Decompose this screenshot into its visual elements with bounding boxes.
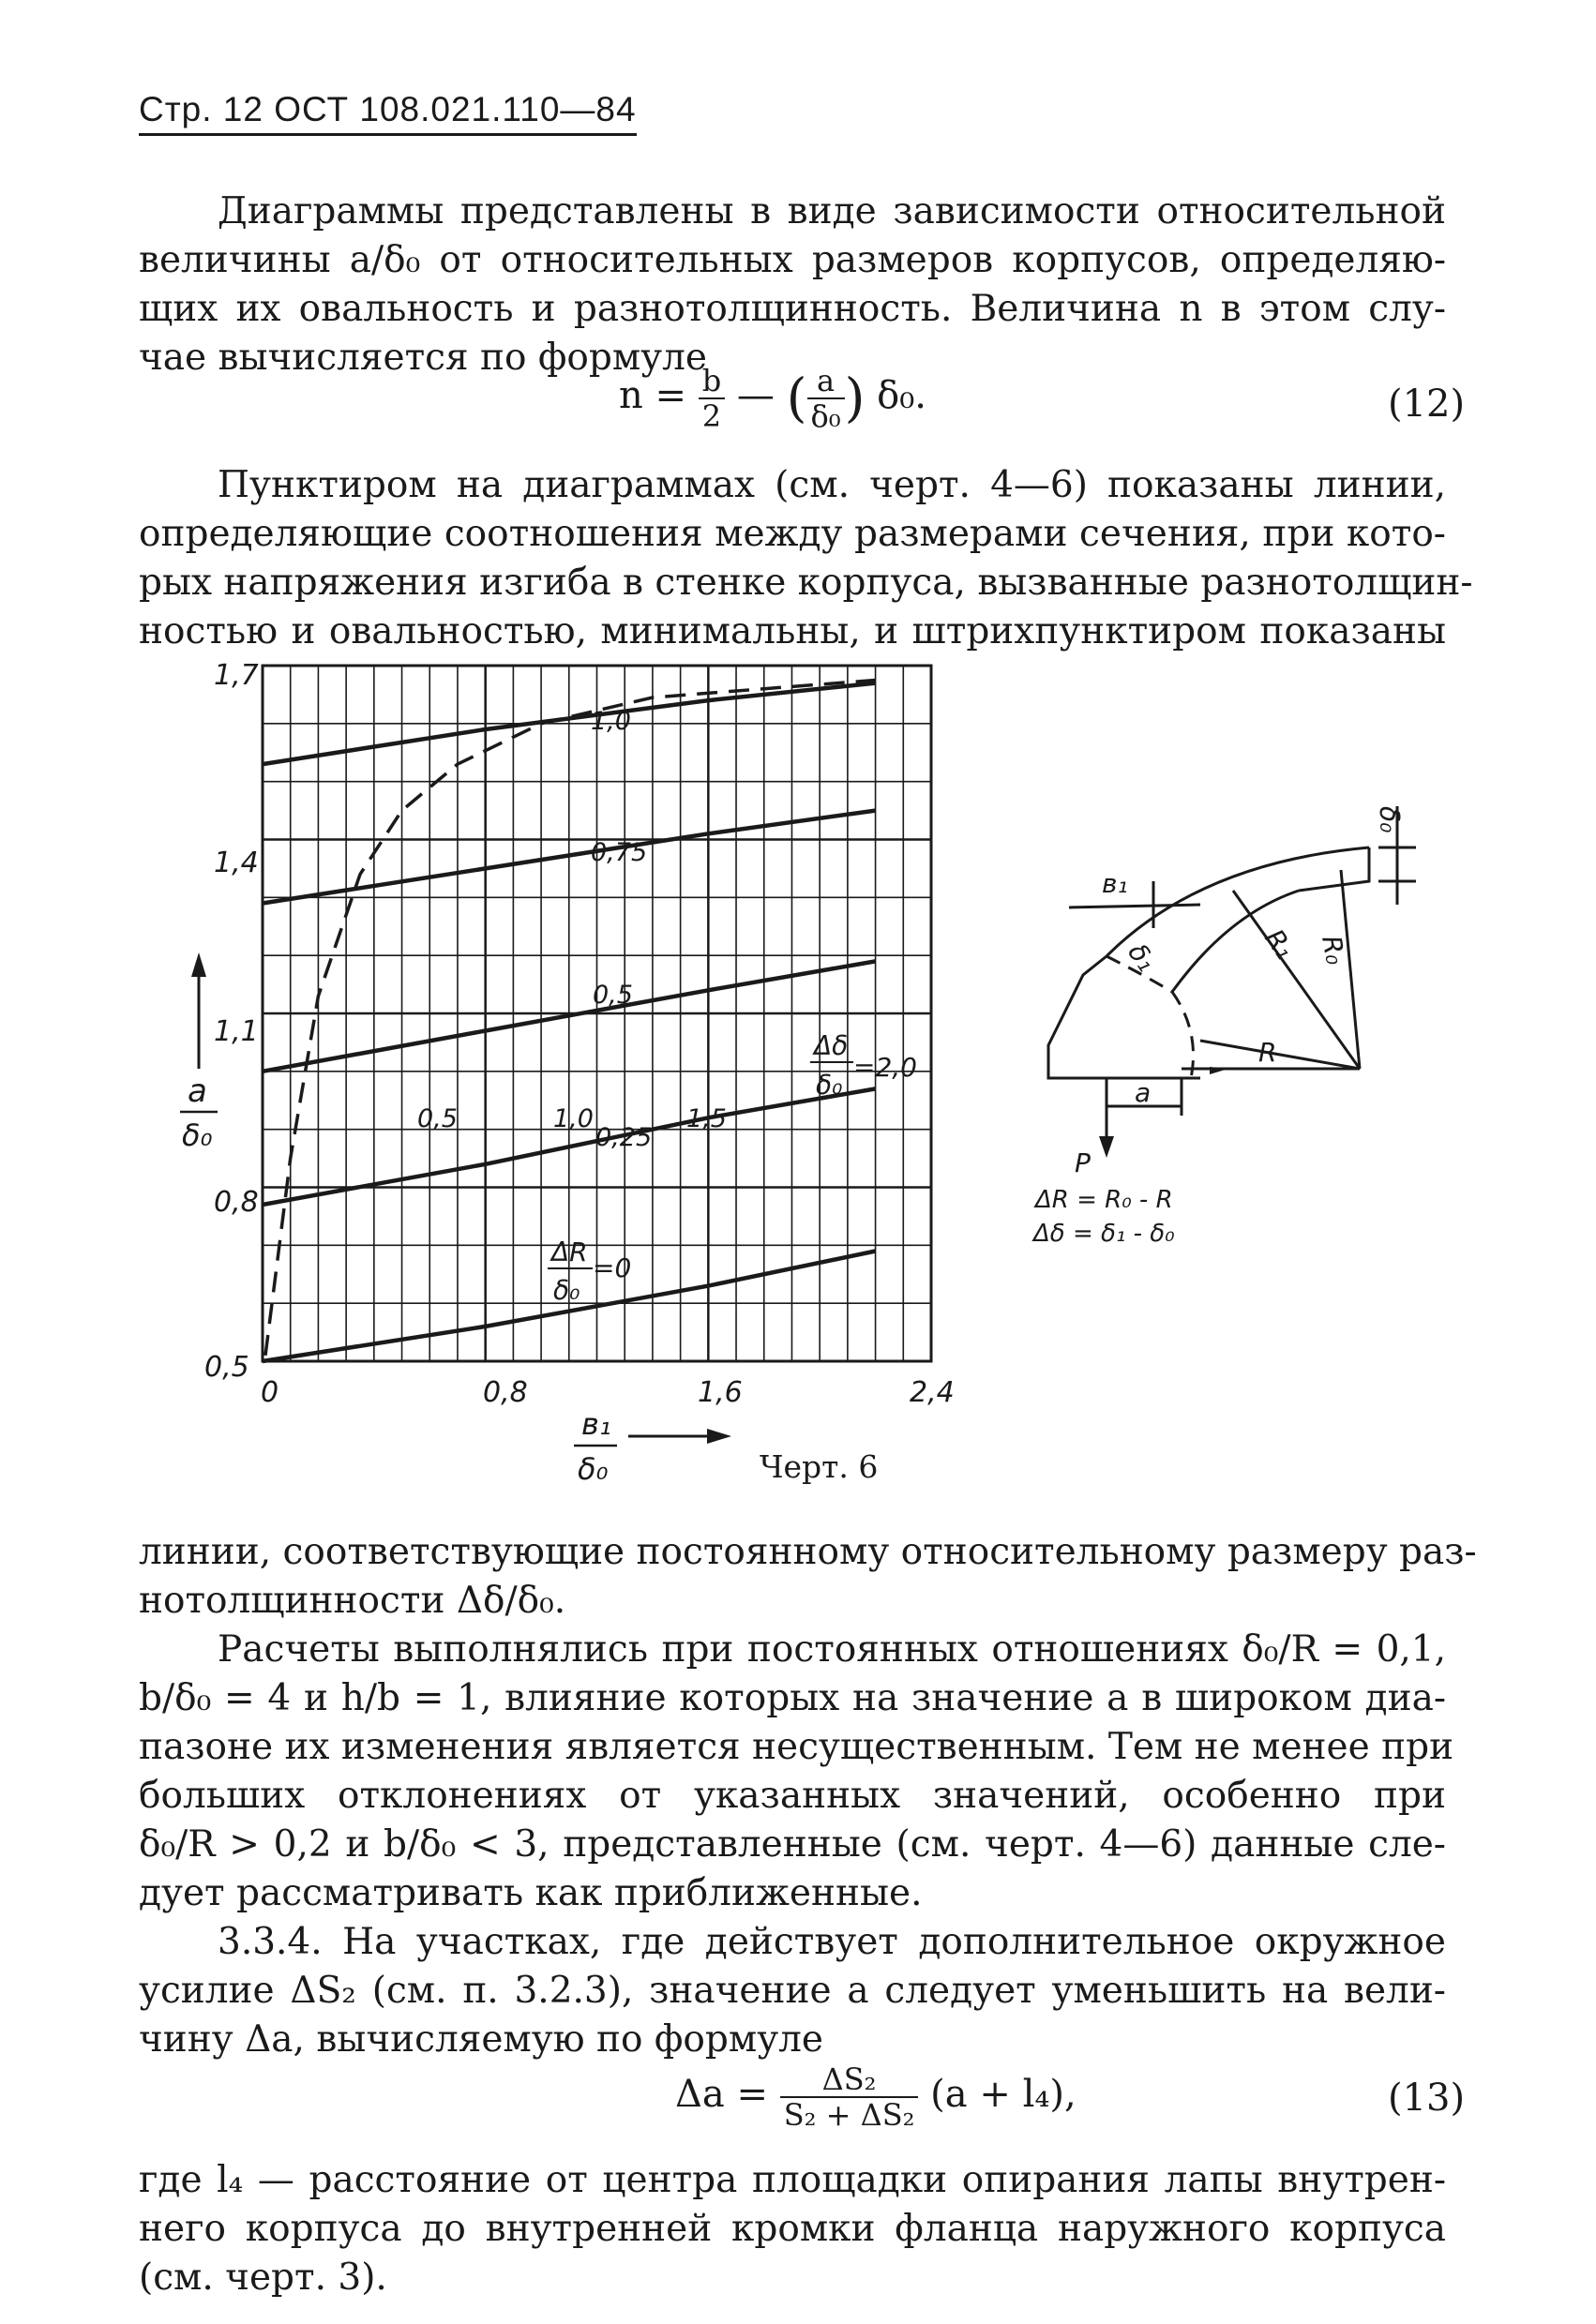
text-line: нотолщинности Δδ/δ₀. — [139, 1580, 566, 1622]
text-line: определяющие соотношения между размерами сечения, при кото- — [139, 513, 1446, 555]
x-label-den: δ₀ — [578, 1451, 609, 1487]
label-b1: в₁ — [1102, 868, 1128, 899]
fraction-num: b — [699, 364, 725, 399]
formula-tail: (a + l₄), — [930, 2073, 1077, 2116]
dd-label-0-5: 0,5 — [417, 1104, 458, 1133]
b1-dim — [1069, 905, 1200, 907]
y-axis-arrowhead — [191, 952, 206, 977]
radius-r — [1200, 1041, 1360, 1069]
y-tick-label: 1,7 — [214, 659, 259, 692]
label-r0: R₀ — [1316, 933, 1351, 967]
paragraph-6 — [139, 2156, 1446, 2302]
dr-num: ΔR — [551, 1237, 588, 1267]
text-line: Пунктиром на диаграммах (см. черт. 4—6) показаны линии, — [218, 464, 1446, 506]
label-delta0: δ₀ — [1374, 806, 1405, 833]
text-line: чину Δa, вычисляемую по формуле — [139, 2018, 824, 2061]
formula-minus: — — [736, 374, 775, 417]
text-line: него корпуса до внутренней кромки фланца наружного корпуса — [139, 2208, 1446, 2250]
page-header: Стр. 12 ОСТ 108.021.110—84 — [139, 90, 637, 136]
dd-label-1-5: 1,5 — [686, 1104, 727, 1133]
dd-den: δ₀ — [816, 1070, 843, 1101]
curve-label-1-0: 1,0 — [591, 707, 631, 736]
y-tick-label: 0,5 — [204, 1351, 249, 1384]
fraction-den: δ₀ — [810, 398, 841, 434]
x-tick-label: 2,4 — [910, 1376, 955, 1409]
label-r1: R₁ — [1258, 923, 1301, 966]
figure-caption: Черт. 6 — [760, 1448, 879, 1485]
text-line: величины a/δ₀ от относительных размеров корпусов, определяю- — [139, 239, 1446, 281]
paragraph-4 — [218, 1626, 1446, 1674]
chart-labels — [180, 659, 955, 1487]
formula-lhs: n = — [619, 374, 686, 417]
text-line: дует рассматривать как приближенные. — [139, 1872, 923, 1914]
equation-number-12: (12) — [1388, 382, 1466, 426]
paragraph-1-cont — [139, 236, 1446, 382]
text-line: 3.3.4. На участках, где действует дополнительное окружное — [218, 1921, 1446, 1963]
text-line: (см. черт. 3). — [139, 2257, 387, 2299]
text-line: Расчеты выполнялись при постоянных отношениях δ₀/R = 0,1, — [218, 1628, 1446, 1671]
x-tick-label: 0 — [261, 1376, 279, 1409]
x-tick-label: 1,6 — [698, 1376, 743, 1409]
y-tick-label: 1,4 — [214, 847, 259, 879]
text-line: где l₄ — расстояние от центра площадки опирания лапы внутрен- — [139, 2159, 1446, 2201]
body-outline — [1048, 956, 1200, 1078]
text-line: пазоне их изменения является несущественным. Тем не менее при — [139, 1726, 1454, 1768]
text-line: щих их овальность и разнотолщинность. Величина n в этом слу- — [139, 288, 1446, 330]
x-label-num: в₁ — [581, 1406, 611, 1442]
dashed-inner — [1172, 992, 1194, 1078]
radius-r0 — [1341, 870, 1360, 1069]
curve-label-0-5: 0,5 — [593, 981, 633, 1010]
label-r: R — [1258, 1037, 1277, 1068]
radius-r1 — [1233, 891, 1360, 1069]
label-p: P — [1075, 1147, 1091, 1178]
chart-6 — [169, 656, 975, 1500]
text-line: δ₀/R > 0,2 и b/δ₀ < 3, представленные (см. черт. 4—6) данные сле- — [139, 1823, 1446, 1866]
paragraph-2-cont — [139, 510, 1473, 656]
cross-section-diagram — [1013, 787, 1482, 1275]
label-a: a — [1135, 1077, 1152, 1108]
text-line: чае вычисляется по формуле — [139, 337, 707, 379]
fraction-num: ΔS₂ — [780, 2062, 919, 2098]
paragraph-5-cont — [139, 1967, 1446, 2064]
paragraph-2 — [218, 461, 1446, 510]
arc-end — [1299, 847, 1369, 891]
curve-label-0-25: 0,25 — [595, 1123, 653, 1152]
label-eq2: Δδ = δ₁ - δ₀ — [1033, 1220, 1175, 1248]
dd-eq: =2,0 — [853, 1052, 917, 1083]
label-eq1: ΔR = R₀ - R — [1035, 1186, 1173, 1214]
text-line: b/δ₀ = 4 и h/b = 1, влияние которых на значение a в широком диа- — [139, 1677, 1446, 1719]
formula-12: n = $\frac{b}{2}$ — ( $\frac{a}{\text{δ₀}}$ ) δ₀. — [619, 363, 927, 434]
fraction-den: S₂ + ΔS₂ — [783, 2097, 915, 2133]
formula-13 — [675, 2062, 1077, 2132]
dr-eq: =0 — [593, 1252, 632, 1283]
formula-tail: δ₀. — [877, 374, 927, 417]
paragraph-4-cont — [139, 1674, 1454, 1918]
paragraph-5 — [218, 1918, 1446, 1967]
text-line: больших отклонениях от указанных значений, особенно при — [139, 1775, 1446, 1817]
dr-den: δ₀ — [553, 1275, 580, 1306]
x-tick-label: 0,8 — [483, 1376, 528, 1409]
text-line: ностью и овальностью, минимальны, и штрихпунктиром показаны — [139, 610, 1446, 652]
fraction-ds — [780, 2062, 919, 2132]
fraction-b-2 — [699, 364, 725, 433]
fraction-a-d0 — [807, 364, 845, 433]
x-axis-arrowhead — [707, 1429, 731, 1444]
text-line: линии, соответствующие постоянному относительному размеру раз- — [139, 1531, 1477, 1573]
curve-label-0-75: 0,75 — [591, 838, 648, 867]
y-tick-label: 1,1 — [214, 1015, 259, 1048]
paragraph-1 — [218, 187, 1446, 236]
text-line: Диаграммы представлены в виде зависимости относительной — [218, 190, 1446, 232]
y-label-den: δ₀ — [182, 1117, 213, 1153]
paragraph-3 — [139, 1528, 1477, 1626]
equation-number-13: (13) — [1388, 2077, 1466, 2120]
text-line: усилие ΔS₂ (см. п. 3.2.3), значение a следует уменьшить на вели- — [139, 1970, 1446, 2012]
fraction-num: a — [807, 364, 845, 399]
dd-num: Δδ — [814, 1030, 849, 1061]
y-tick-label: 0,8 — [214, 1186, 259, 1219]
formula-lhs: Δa = — [675, 2073, 768, 2116]
fraction-den: 2 — [701, 398, 722, 434]
y-label-num: a — [188, 1072, 207, 1110]
dd-label-1-0: 1,0 — [553, 1104, 594, 1133]
label-delta1: δ₁ — [1122, 937, 1163, 978]
text-line: рых напряжения изгиба в стенке корпуса, вызванные разнотолщин- — [139, 562, 1473, 604]
p-arrowhead — [1099, 1136, 1114, 1158]
